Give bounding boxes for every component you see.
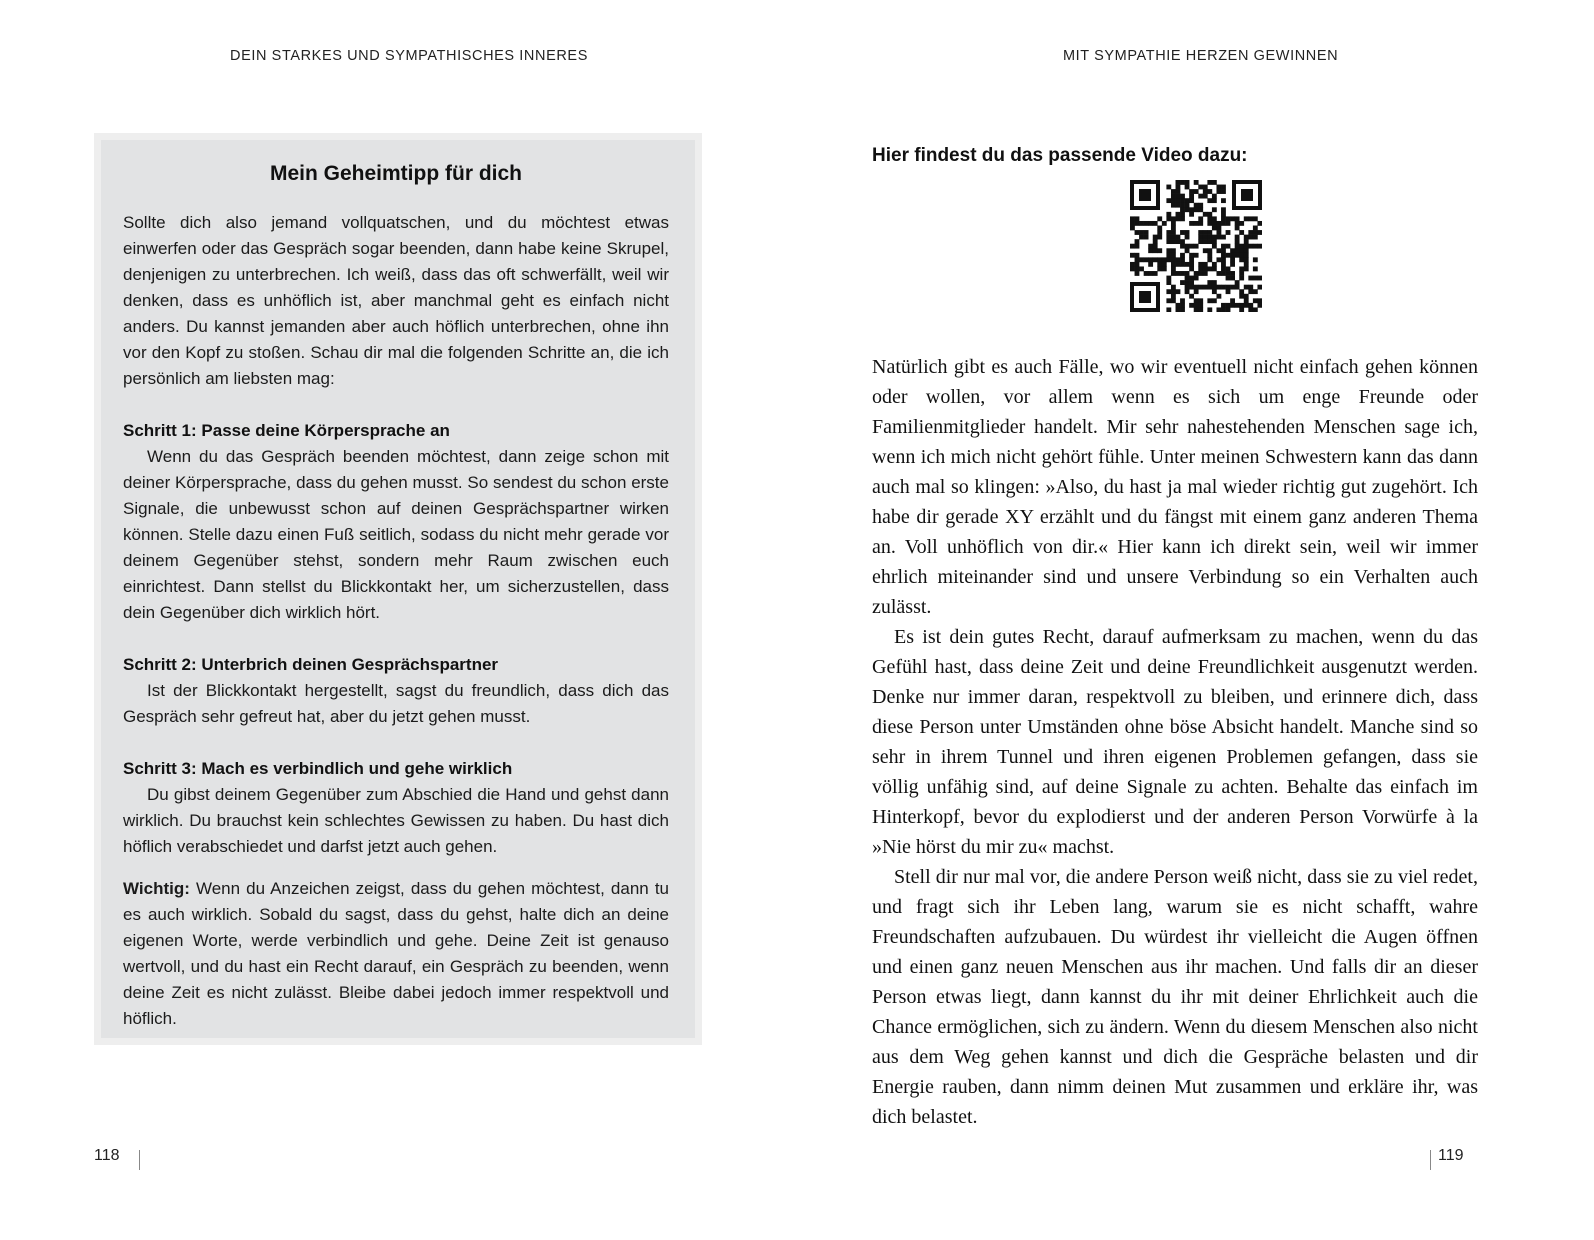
right-page (797, 0, 1594, 1240)
important-note (123, 876, 669, 1032)
step-2-text: Ist der Blickkontakt hergestellt, sagst du freundlich, dass dich das Gespräch sehr gefreut hat, aber du jetzt gehen musst. (123, 681, 669, 726)
tip-intro: Sollte dich also jemand vollquatschen, und du möchtest etwas einwerfen oder das Gespräch sogar beenden, dann habe keine Skrupel, denjenigen zu unterbrechen. Ich weiß, dass das oft schwerfällt, weil wir denken, dass es unhöflich ist, aber manchmal geht es einfach nicht anders. Du kannst jemanden aber auch höflich unterbrechen, ohne ihn vor den Kopf zu stoßen. Schau dir mal die folgenden Schritte an, die ich persönlich am liebsten mag: (123, 213, 669, 388)
tip-box-title: Mein Geheimtipp für dich (269, 162, 522, 185)
body-paragraph: Natürlich gibt es auch Fälle, wo wir eventuell nicht einfach gehen können oder wollen, vor allem wenn es sich um enge Freunde oder Familienmitglieder handelt. Mir sehr nahestehenden Menschen sage ich, wenn ich mich nicht gehört fühle. Unter meinen Schwestern kann das dann auch mal so klingen: »Also, du hast ja mal wieder richtig gut zugehört. Ich habe dir gerade XY erzählt und du fängst mit einem ganz anderen Thema an. Voll unhöflich von dir.« Hier kann ich direkt sein, weil wir immer ehrlich miteinander sind und unsere Verbindung so ein Verhalten auch zulässt. (872, 356, 1478, 618)
step-2-heading: Schritt 2: Unterbrich deinen Gesprächspartner (123, 655, 499, 674)
important-label: Wichtig: (123, 879, 190, 898)
body-paragraph: Es ist dein gutes Recht, darauf aufmerksam zu machen, wenn du das Gefühl hast, dass deine Zeit und deine Freundlichkeit ausgenutzt werden. Denke nur immer daran, respektvoll zu bleiben, und erinnere dich, dass diese Person unter Umständen ohne böse Absicht handelt. Manche sind so sehr in ihrem Tunnel und ihren eigenen Problemen gefangen, dass sie völlig unfähig sind, auf deine Signale zu achten. Behalte das einfach im Hinterkopf, bevor du explodierst und der anderen Person Vorwürfe à la »Nie hörst du mir zu« machst. (872, 626, 1478, 858)
running-head-left: DEIN STARKES UND SYMPATHISCHES INNERES (230, 48, 588, 64)
important-text: Wenn du Anzeichen zeigst, dass du gehen möchtest, dann tu es auch wirklich. Sobald du sagst, dass du gehst, halte dich an deine eigenen Worte, werde verbindlich und gehe. Deine Zeit ist genauso wertvoll, und du hast ein Recht darauf, ein Gespräch zu beenden, wenn deine Zeit es nicht zulässt. Bleibe dabei jedoch immer respektvoll und höflich. (123, 879, 669, 1028)
step-3-text: Du gibst deinem Gegenüber zum Abschied die Hand und gehst dann wirklich. Du brauchst kein schlechtes Gewissen zu haben. Du hast dich höflich verabschiedet und darfst jetzt auch gehen. (123, 785, 669, 856)
step-1-text: Wenn du das Gespräch beenden möchtest, dann zeige schon mit deiner Körpersprache, dass du gehen musst. So sendest du schon erste Signale, die unbewusst schon auf deinen Gesprächspartner wirken können. Stelle dazu einen Fuß seitlich, sodass du nicht mehr gerade vor deinem Gegenüber stehst, sondern mehr Raum zwischen euch einrichtest. Dann stellst du Blickkontakt her, um sicherzustellen, dass dein Gegenüber dich wirklich hört. (123, 447, 669, 622)
tip-box-inner (101, 140, 695, 1038)
body-text (872, 352, 1478, 1132)
running-head-right: MIT SYMPATHIE HERZEN GEWINNEN (1063, 48, 1339, 64)
video-caption: Hier findest du das passende Video dazu: (872, 145, 1248, 166)
qr-code-icon (1130, 180, 1262, 312)
body-paragraph: Stell dir nur mal vor, die andere Person weiß nicht, dass sie zu viel redet, und fragt sich ihr Leben lang, warum sie es nicht schafft, wahre Freundschaften aufzubauen. Du würdest ihr vielleicht die Augen öffnen und einen ganz neuen Menschen aus ihr machen. Und falls dir an dieser Person etwas liegt, dann kannst du ihr mit deiner Ehrlichkeit auch die Chance ermöglichen, sich zu ändern. Wenn du diesem Menschen also nicht aus dem Weg gehen kannst und dich die Gespräche belasten und dir Energie rauben, dann nimm deinen Mut zusammen und erkläre ihr, was dich belastet. (872, 866, 1478, 1128)
step-1-heading: Schritt 1: Passe deine Körpersprache an (123, 421, 450, 440)
step-3-heading: Schritt 3: Mach es verbindlich und gehe wirklich (123, 759, 513, 778)
page-number-left: 118 (94, 1147, 120, 1164)
page-number-divider-left (139, 1150, 140, 1170)
tip-box (94, 133, 702, 1045)
page-number-right: 119 (1438, 1147, 1464, 1164)
page-number-divider-right (1430, 1150, 1431, 1170)
